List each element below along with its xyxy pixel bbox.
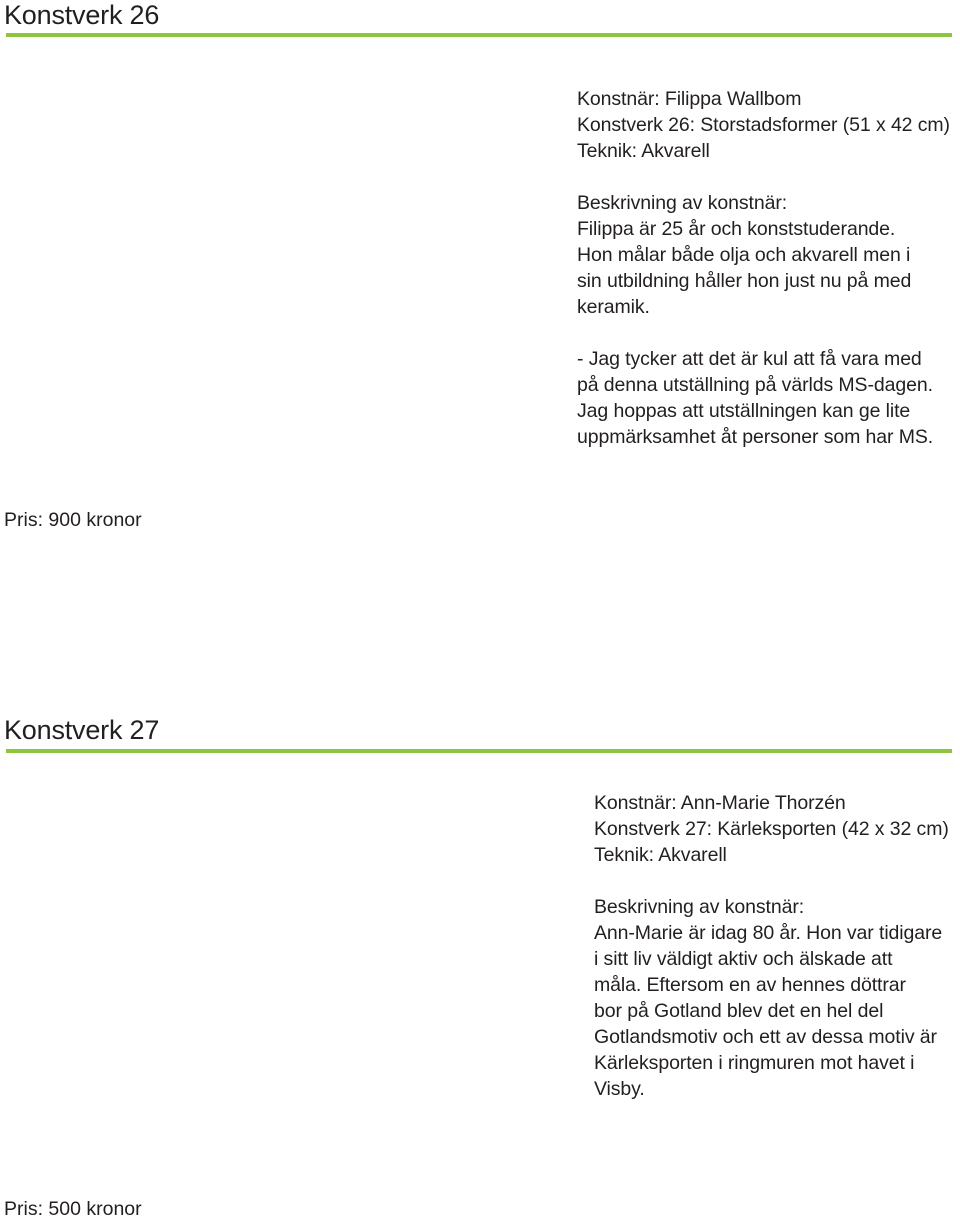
- artwork-info: [594, 790, 949, 1102]
- description-line: i sitt liv väldigt aktiv och älskade att: [594, 948, 893, 970]
- artist-line: Konstnär: Ann-Marie Thorzén: [594, 792, 846, 814]
- description-line: Ann-Marie är idag 80 år. Hon var tidigare: [594, 922, 943, 944]
- artwork-info: [577, 86, 950, 450]
- spacer: [577, 320, 950, 346]
- quote-line: på denna utställning på världs MS-dagen.: [577, 374, 933, 396]
- technique-line: Teknik: Akvarell: [594, 844, 727, 866]
- description-line: måla. Eftersom en av hennes döttrar: [594, 974, 906, 996]
- spacer: [577, 164, 950, 190]
- description-line: keramik.: [577, 296, 650, 318]
- description-line: Filippa är 25 år och konststuderande.: [577, 218, 896, 240]
- quote-line: Jag hoppas att utställningen kan ge lite: [577, 400, 911, 422]
- work-line: Konstverk 26: Storstadsformer (51 x 42 cm): [577, 114, 950, 136]
- price-label: Pris: 900 kronor: [4, 509, 142, 531]
- heading-rule: [6, 749, 952, 753]
- artist-line: Konstnär: Filippa Wallbom: [577, 88, 802, 110]
- description-line: sin utbildning håller hon just nu på med: [577, 270, 912, 292]
- artwork-heading: Konstverk 27: [4, 715, 160, 745]
- technique-line: Teknik: Akvarell: [577, 140, 710, 162]
- description-line: Hon målar både olja och akvarell men i: [577, 244, 911, 266]
- heading-rule: [6, 33, 952, 37]
- quote-line: uppmärksamhet åt personer som har MS.: [577, 426, 934, 448]
- description-line: Kärleksporten i ringmuren mot havet i: [594, 1052, 915, 1074]
- description-label: Beskrivning av konstnär:: [594, 896, 805, 918]
- description-line: bor på Gotland blev det en hel del: [594, 1000, 884, 1022]
- price-label: Pris: 500 kronor: [4, 1198, 142, 1220]
- description-line: Visby.: [594, 1078, 645, 1100]
- description-label: Beskrivning av konstnär:: [577, 192, 788, 214]
- description-line: Gotlandsmotiv och ett av dessa motiv är: [594, 1026, 937, 1048]
- quote-line: - Jag tycker att det är kul att få vara med: [577, 348, 922, 370]
- artwork-heading: Konstverk 26: [4, 0, 160, 30]
- work-line: Konstverk 27: Kärleksporten (42 x 32 cm): [594, 818, 949, 840]
- spacer: [594, 868, 949, 894]
